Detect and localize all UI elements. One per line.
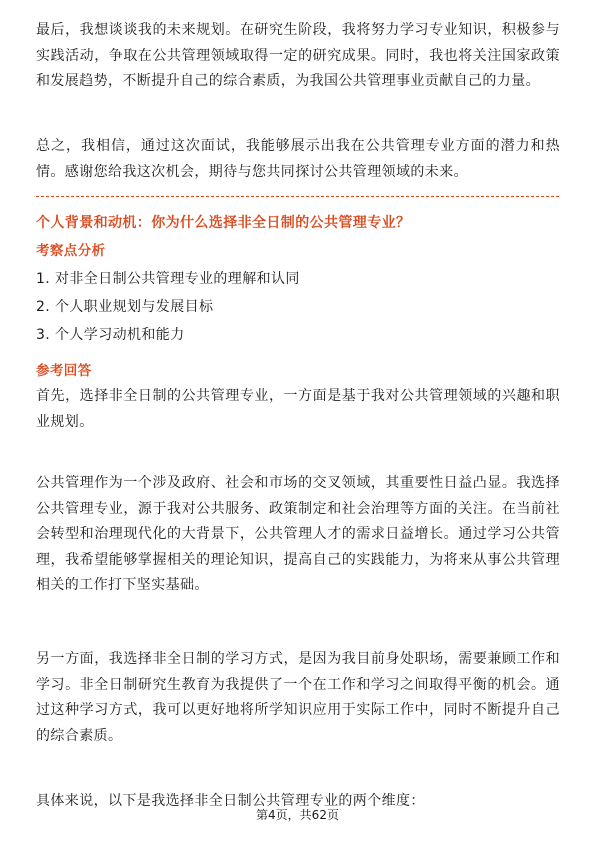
analysis-item: 2. 个人职业规划与发展目标 xyxy=(36,299,214,315)
analysis-heading: 考察点分析 xyxy=(36,243,106,259)
page-footer: 第4页，共62页 xyxy=(256,808,339,822)
analysis-item: 1. 对非全日制公共管理专业的理解和认同 xyxy=(36,271,300,287)
answer-heading: 参考回答 xyxy=(36,363,92,379)
section-divider-top xyxy=(36,196,559,197)
analysis-item: 3. 个人学习动机和能力 xyxy=(36,327,185,343)
paragraph-conclusion: 总之，我相信，通过这次面试，我能够展示出我在公共管理专业方面的潜力和热情。感谢您给我这次机会，期待与您共同探讨公共管理领域的未来。 xyxy=(36,138,560,180)
answer-paragraph: 另一方面，我选择非全日制的学习方式，是因为我目前身处职场，需要兼顾工作和学习。非全日制研究生教育为我提供了一个在工作和学习之间取得平衡的机会。通过这种学习方式，我可以更好地将所学知识应用于实际工作中，同时不断提升自己的综合素质。 xyxy=(36,651,560,744)
answer-paragraph: 首先，选择非全日制的公共管理专业，一方面是基于我对公共管理领域的兴趣和职业规划。 xyxy=(36,388,560,430)
paragraph-future-plan: 最后，我想谈谈我的未来规划。在研究生阶段，我将努力学习专业知识，积极参与实践活动，争取在公共管理领域取得一定的研究成果。同时，我也将关注国家政策和发展趋势，不断提升自己的综合素质，为我国公共管理事业贡献自己的力量。 xyxy=(36,22,560,89)
answer-paragraph: 公共管理作为一个涉及政府、社会和市场的交叉领域，其重要性日益凸显。我选择公共管理专业，源于我对公共服务、政策制定和社会治理等方面的关注。在当前社会转型和治理现代化的大背景下，公共管理人才的需求日益增长。通过学习公共管理，我希望能够掌握相关的理论知识，提高自己的实践能力，为将来从事公共管理相关的工作打下坚实基础。 xyxy=(36,475,560,593)
question-heading: 个人背景和动机：你为什么选择非全日制的公共管理专业？ xyxy=(36,215,411,231)
answer-paragraph: 具体来说，以下是我选择非全日制公共管理专业的两个维度： xyxy=(36,793,425,809)
